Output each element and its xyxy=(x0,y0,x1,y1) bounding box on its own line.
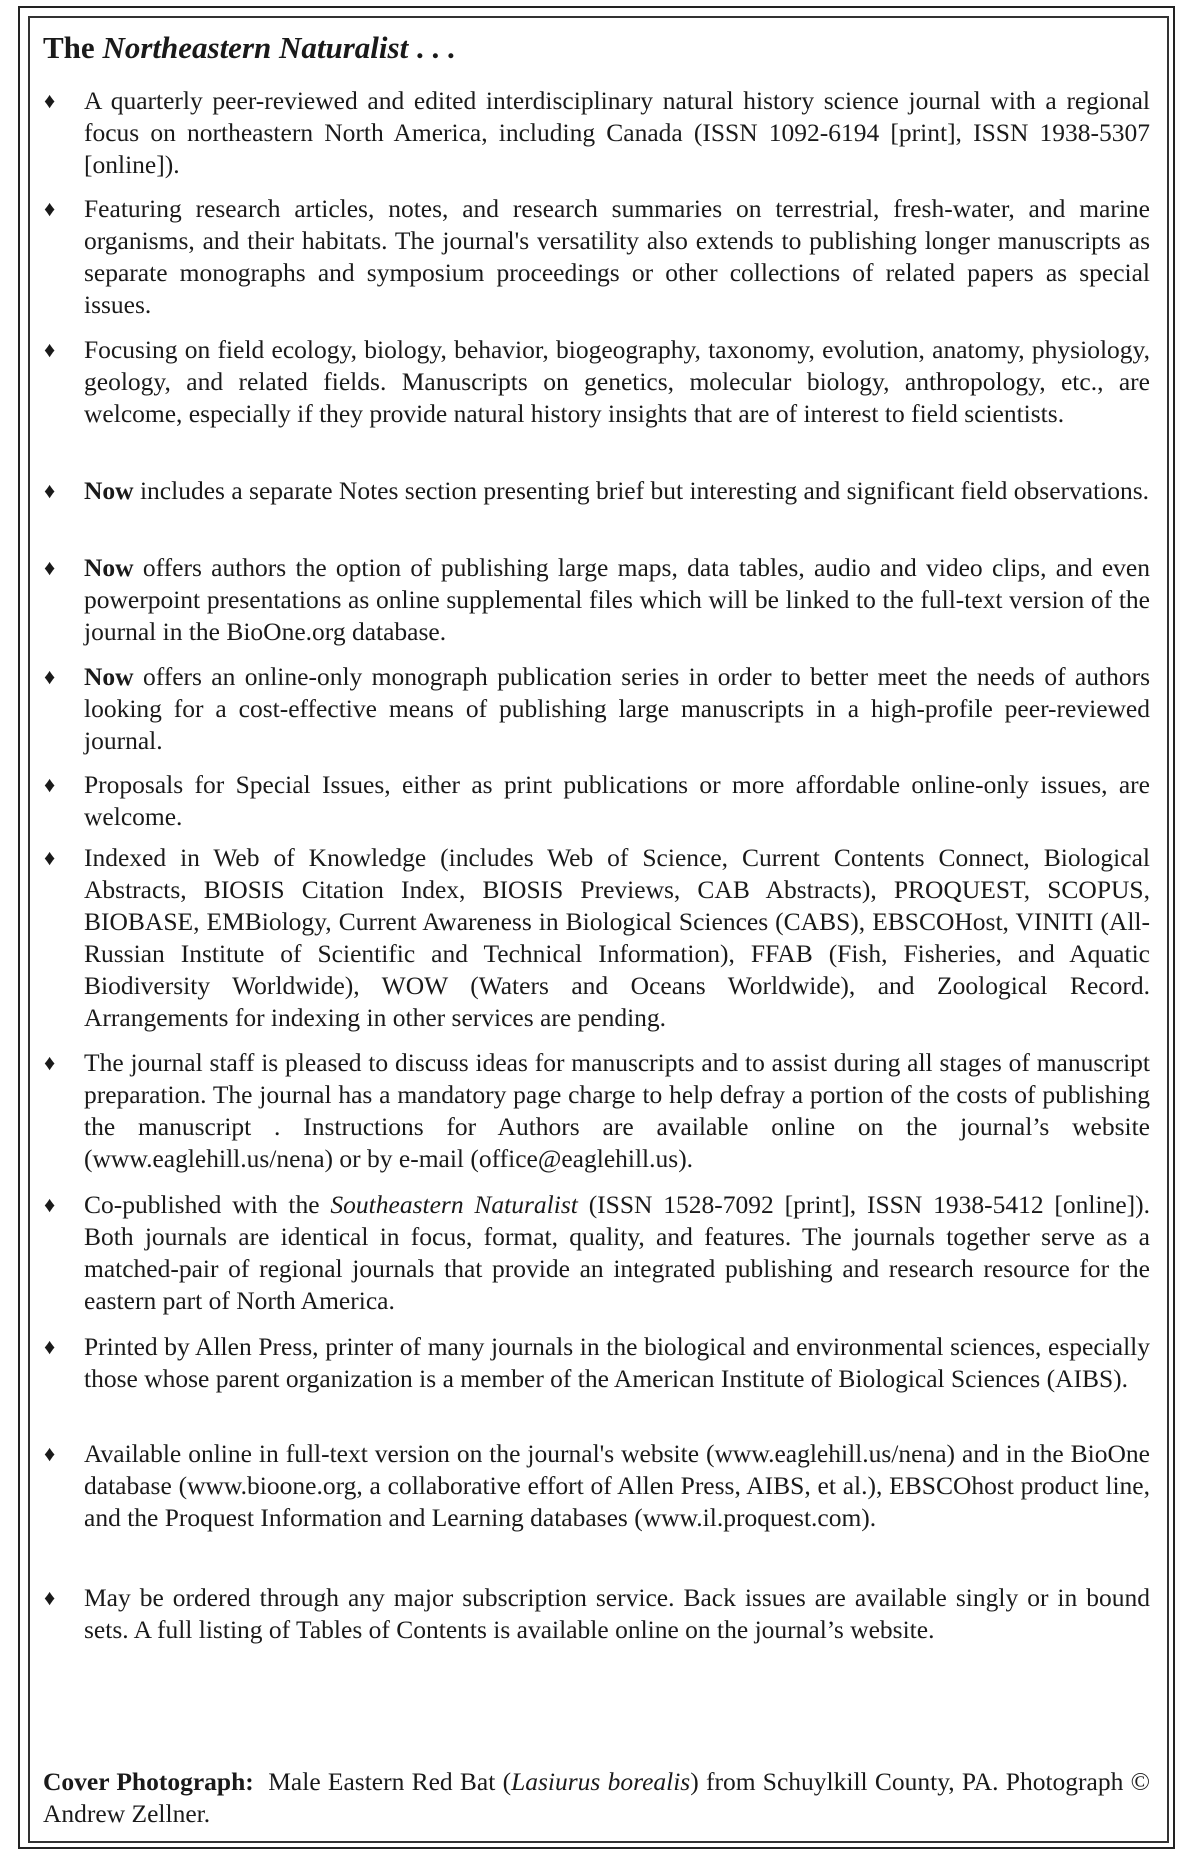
diamond-bullet-icon: ♦ xyxy=(44,196,56,221)
diamond-bullet-icon: ♦ xyxy=(44,478,56,503)
list-item xyxy=(44,1189,1150,1317)
item-text: Focusing on field ecology, biology, behavior, biogeography, taxonomy, evolution, anatomy, physiology, geology, and related fields. Manuscripts on genetics, molecular biology, anthropology, etc., are welcome, especially if they provide natural history insights that are of interest to field scientists. xyxy=(84,335,1150,428)
list-item xyxy=(44,1331,1150,1395)
item-text: Featuring research articles, notes, and research summaries on terrestrial, fresh-water, and marine organisms, and their habitats. The journal's versatility also extends to publishing longer manuscripts as separate monographs and symposium proceedings or other collections of related papers as special issues. xyxy=(84,194,1150,319)
item-text: Indexed in Web of Knowledge (includes Web of Science, Current Contents Connect, Biological Abstracts, BIOSIS Citation Index, BIOSIS Previews, CAB Abstracts), PROQUEST, SCOPUS, BIOBASE, EMBiology, Current Awareness in Biological Sciences (CABS), EBSCOHost, VINITI (All-Russian Institute of Scientific and Technical Information), FFAB (Fish, Fisheries, and Aquatic Biodiversity Worldwide), WOW (Waters and Oceans Worldwide), and Zoological Record. Arrangements for indexing in other services are pending. xyxy=(84,843,1150,1032)
diamond-bullet-icon: ♦ xyxy=(44,555,56,580)
cover-photograph-caption: Cover Photograph: Male Eastern Red Bat (Lasiurus borealis) from Schuylkill County, PA. Photograph © Andrew Zellner. xyxy=(43,1767,1150,1828)
diamond-bullet-icon: ♦ xyxy=(44,845,56,870)
list-item xyxy=(44,85,1150,181)
item-text: Printed by Allen Press, printer of many journals in the biological and environmental sciences, especially those whose parent organization is a member of the American Institute of Biological Sciences (AIBS). xyxy=(84,1332,1150,1393)
diamond-bullet-icon: ♦ xyxy=(44,664,56,689)
item-text: Now offers authors the option of publishing large maps, data tables, audio and video clips, and even powerpoint presentations as online supplemental files which will be linked to the full-text version of the journal in the BioOne.org database. xyxy=(84,553,1150,646)
item-text: Co-published with the Southeastern Naturalist (ISSN 1528-7092 [print], ISSN 1938-5412 [online]). Both journals are identical in focus, format, quality, and features. The journals together serve as a matched-pair of regional journals that provide an integrated publishing and research resource for the eastern part of North America. xyxy=(84,1190,1150,1315)
diamond-bullet-icon: ♦ xyxy=(44,1192,56,1217)
list-item xyxy=(44,334,1150,430)
page-title xyxy=(43,28,455,68)
list-item xyxy=(44,475,1150,507)
list-item xyxy=(44,1582,1150,1646)
species-name: Lasiurus borealis xyxy=(511,1767,691,1796)
list-item xyxy=(44,552,1150,648)
item-text: Now offers an online-only monograph publication series in order to better meet the needs of authors looking for a cost-effective means of publishing large manuscripts in a high-profile peer-reviewed journal. xyxy=(84,662,1150,755)
title-prefix: The xyxy=(43,30,103,65)
diamond-bullet-icon: ♦ xyxy=(44,88,56,113)
journal-name-italic: Southeastern Naturalist xyxy=(330,1190,578,1219)
diamond-bullet-icon: ♦ xyxy=(44,772,56,797)
item-text: Available online in full-text version on the journal's website (www.eaglehill.us/nena) and in the BioOne database (www.bioone.org, a collaborative effort of Allen Press, AIBS, et al.), EBSCOhost product line, and the Proquest Information and Learning databases (www.il.proquest.com). xyxy=(84,1439,1150,1532)
item-text: A quarterly peer-reviewed and edited interdisciplinary natural history science journal with a regional focus on northeastern North America, including Canada (ISSN 1092-6194 [print], ISSN 1938-5307 [online]). xyxy=(84,86,1150,179)
cover-label: Cover Photograph: xyxy=(43,1767,254,1796)
item-text: Now includes a separate Notes section presenting brief but interesting and significant field observations. xyxy=(84,476,1150,505)
diamond-bullet-icon: ♦ xyxy=(44,1334,56,1359)
diamond-bullet-icon: ♦ xyxy=(44,337,56,362)
diamond-bullet-icon: ♦ xyxy=(44,1050,56,1075)
item-text: Proposals for Special Issues, either as print publications or more affordable online-only issues, are welcome. xyxy=(84,770,1150,831)
list-item xyxy=(44,1438,1150,1534)
list-item xyxy=(44,1047,1150,1175)
list-item xyxy=(44,769,1150,833)
list-item xyxy=(44,193,1150,321)
list-item xyxy=(44,661,1150,757)
list-item xyxy=(44,842,1150,1034)
title-ellipsis: . . . xyxy=(408,30,455,65)
item-text: May be ordered through any major subscription service. Back issues are available singly or in bound sets. A full listing of Tables of Contents is available online on the journal’s website. xyxy=(84,1583,1150,1644)
diamond-bullet-icon: ♦ xyxy=(44,1441,56,1466)
item-text: The journal staff is pleased to discuss ideas for manuscripts and to assist during all stages of manuscript preparation. The journal has a mandatory page charge to help defray a portion of the costs of publishing the manuscript . Instructions for Authors are available online on the journal’s website (www.eaglehill.us/nena) or by e-mail (office@eaglehill.us). xyxy=(84,1048,1150,1173)
title-journal-name: Northeastern Naturalist xyxy=(102,30,409,65)
diamond-bullet-icon: ♦ xyxy=(44,1585,56,1610)
